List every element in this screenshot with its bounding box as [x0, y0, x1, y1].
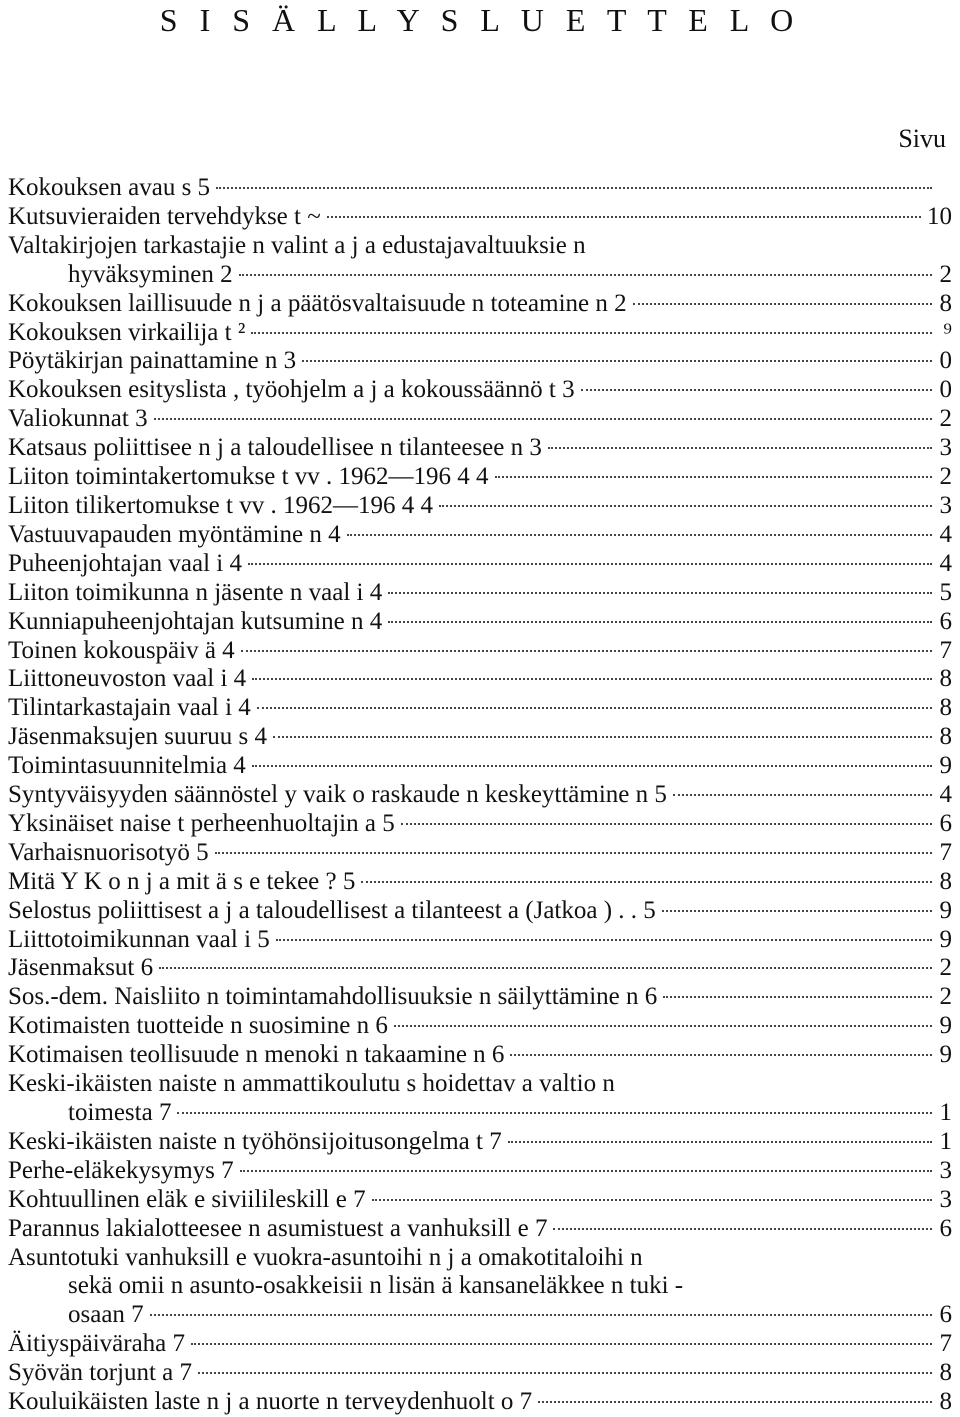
toc-entry	[8, 897, 952, 926]
toc-entry-title: toimesta 7	[68, 1099, 172, 1126]
toc-entry-title: Kotimaisen teollisuude n menoki n takaamine n 6	[8, 1041, 505, 1069]
toc-entry	[8, 637, 952, 666]
toc-entry-title: Tilintarkastajain vaal i 4	[8, 694, 251, 722]
toc-entry-page: 8	[939, 723, 952, 751]
toc-entry-page: 6	[939, 607, 952, 635]
toc-entry-title: osaan 7	[68, 1301, 144, 1329]
toc-entry-page: 3	[939, 1156, 952, 1184]
toc-entry-page: 8	[939, 694, 952, 722]
toc-entry-page: 0	[939, 376, 952, 404]
toc-entry-title: Keski-ikäisten naiste n ammattikoulutu s hoidettav a valtio n	[8, 1070, 615, 1098]
dot-leader	[495, 476, 932, 478]
toc-entry-title: Perhe-eläkekysymys 7	[8, 1156, 234, 1184]
toc-entry-page: 4	[939, 520, 952, 548]
toc-entry-title: Syövän torjunt a 7	[8, 1359, 193, 1387]
dot-leader	[216, 187, 932, 189]
toc-entry-page: 2	[939, 405, 952, 433]
toc-entry-title: Äitiyspäiväraha 7	[8, 1330, 186, 1358]
toc-entry-page: 2	[939, 463, 952, 491]
toc-entry-page: 2	[939, 260, 952, 288]
dot-leader	[252, 765, 932, 767]
toc-entry	[8, 463, 952, 492]
toc-entry-page: 7	[939, 838, 952, 866]
dot-leader	[302, 360, 932, 362]
toc-entry	[8, 723, 952, 752]
dot-leader	[633, 303, 932, 305]
toc-entry-title: Pöytäkirjan painattamine n 3	[8, 347, 297, 375]
dot-leader	[198, 1372, 932, 1374]
toc-entry-page: 5	[939, 578, 952, 606]
toc-entry	[8, 694, 952, 723]
toc-entry-page: 2	[939, 954, 952, 982]
toc-entry-page: 3	[939, 434, 952, 462]
dot-leader	[439, 505, 932, 507]
toc-entry	[8, 868, 952, 897]
dot-leader	[581, 389, 932, 391]
toc-entry-title: Kohtuullinen eläk e siviilileskill e 7	[8, 1185, 366, 1213]
dot-leader	[663, 996, 932, 998]
dot-leader	[191, 1343, 932, 1345]
toc-entry	[8, 665, 952, 694]
toc-entry-page: 9	[939, 752, 952, 780]
toc-entry-page: 3	[939, 491, 952, 519]
toc-entry-title: Varhaisnuorisotyö 5	[8, 838, 209, 866]
toc-entry	[8, 521, 952, 550]
toc-entry	[8, 174, 952, 203]
toc-entry-title: Kutsuvieraiden tervehdykse t ~	[8, 202, 321, 230]
toc-entry-page: 8	[939, 867, 952, 895]
dot-leader	[508, 1141, 932, 1143]
toc-entry	[8, 1244, 952, 1331]
toc-entry-title: Selostus poliittisest a j a taloudellisest a tilanteest a (Jatkoa ) . . 5	[8, 896, 656, 924]
toc-entry-page: 2	[939, 983, 952, 1011]
toc-entry	[8, 954, 952, 983]
toc-entry-title: Toinen kokouspäiv ä 4	[8, 636, 235, 664]
toc-entry	[8, 983, 952, 1012]
toc-entry-page: 4	[939, 781, 952, 809]
toc-entry	[8, 347, 952, 376]
dot-leader	[215, 852, 932, 854]
dot-leader	[361, 881, 932, 883]
toc-entry	[8, 926, 952, 955]
dot-leader	[252, 678, 932, 680]
toc-entry	[8, 376, 952, 405]
toc-entry-page: 10	[927, 202, 952, 230]
toc-entry	[8, 810, 952, 839]
toc-entry-page: 7	[939, 1330, 952, 1358]
toc-entry-title: Vastuuvapauden myöntämine n 4	[8, 520, 341, 548]
toc-entry	[8, 550, 952, 579]
dot-leader	[273, 736, 932, 738]
toc-entry-title: Kokouksen avau s 5	[8, 174, 211, 201]
dot-leader	[394, 1025, 932, 1027]
dot-leader	[276, 939, 932, 941]
toc-entry	[8, 434, 952, 463]
toc-entry-title: Liiton toimikunna n jäsente n vaal i 4	[8, 578, 383, 606]
toc-entry	[8, 781, 952, 810]
toc-entry	[8, 405, 952, 434]
dot-leader	[159, 967, 932, 969]
toc-entry	[8, 203, 952, 232]
dot-leader	[401, 823, 932, 825]
dot-leader	[673, 794, 932, 796]
table-of-contents	[8, 174, 952, 1417]
toc-entry-title: Kotimaisten tuotteide n suosimine n 6	[8, 1012, 388, 1040]
toc-entry-page: 1	[939, 1127, 952, 1155]
dot-leader	[347, 534, 932, 536]
toc-entry-title: Kokouksen laillisuude n j a päätösvaltaisuude n toteamine n 2	[8, 289, 627, 317]
toc-entry-page: 8	[939, 1359, 952, 1387]
toc-entry	[8, 752, 952, 781]
dot-leader	[154, 418, 932, 420]
toc-entry-title: Parannus lakialotteesee n asumistuest a vanhuksill e 7	[8, 1214, 548, 1242]
toc-entry	[8, 492, 952, 521]
dot-leader	[241, 650, 932, 652]
dot-leader	[372, 1199, 932, 1201]
toc-entry	[8, 1388, 952, 1417]
toc-entry-title: Liittoneuvoston vaal i 4	[8, 665, 247, 693]
dot-leader	[538, 1401, 932, 1403]
toc-entry-title: Syntyväisyyden säännöstel y vaik o raskaude n keskeyttämine n 5	[8, 781, 667, 809]
toc-entry-title: sekä omii n asunto-osakkeisii n lisän ä kansaneläkkee n tuki -	[68, 1272, 684, 1300]
toc-entry-page: 1	[939, 1099, 952, 1126]
toc-entry-title: Puheenjohtajan vaal i 4	[8, 549, 242, 577]
toc-entry-page: 6	[939, 809, 952, 837]
toc-entry-title: Mitä Y K o n j a mit ä s e tekee ? 5	[8, 867, 356, 895]
toc-entry-page: 0	[939, 347, 952, 375]
dot-leader	[388, 621, 932, 623]
toc-entry	[8, 608, 952, 637]
toc-entry-page: 9	[939, 925, 952, 953]
toc-entry-title: Sos.-dem. Naisliito n toimintamahdollisuuksie n säilyttämine n 6	[8, 983, 658, 1011]
toc-entry	[8, 290, 952, 319]
toc-entry	[8, 1359, 952, 1388]
toc-entry-title: Toimintasuunnitelmia 4	[8, 752, 246, 780]
toc-entry-title: Liiton tilikertomukse t vv . 1962—196 4 4	[8, 491, 433, 519]
dot-leader	[239, 274, 932, 276]
dot-leader	[150, 1314, 932, 1316]
toc-entry	[8, 1330, 952, 1359]
dot-leader	[548, 447, 932, 449]
toc-entry-title: Keski-ikäisten naiste n työhönsijoitusongelma t 7	[8, 1127, 502, 1155]
toc-entry	[8, 1157, 952, 1186]
toc-entry-title: Valtakirjojen tarkastajie n valint a j a edustajavaltuuksie n	[8, 231, 586, 259]
dot-leader	[240, 1170, 932, 1172]
dot-leader	[248, 563, 932, 565]
page-title: S I S Ä L L Y S L U E T T E L O	[159, 2, 801, 38]
toc-entry-title: Yksinäiset naise t perheenhuoltajin a 5	[8, 809, 395, 837]
toc-entry-title: Jäsenmaksujen suuruu s 4	[8, 723, 267, 751]
toc-entry-page: 9	[939, 1041, 952, 1069]
toc-entry	[8, 1186, 952, 1215]
dot-leader	[388, 592, 932, 594]
dot-leader	[510, 1054, 932, 1056]
toc-entry-page: 9	[939, 1012, 952, 1040]
toc-entry	[8, 1128, 952, 1157]
toc-entry-title: hyväksyminen 2	[68, 260, 233, 288]
toc-entry-title: Kunniapuheenjohtajan kutsumine n 4	[8, 607, 383, 635]
toc-entry-page: 6	[939, 1214, 952, 1242]
toc-entry-title: Kokouksen virkailija t ²	[8, 318, 246, 346]
toc-entry	[8, 232, 952, 290]
toc-entry-page: 9	[939, 896, 952, 924]
dot-leader	[177, 1112, 932, 1114]
toc-entry-page: 7	[939, 636, 952, 664]
toc-entry-title: Jäsenmaksut 6	[8, 954, 154, 982]
dot-leader	[662, 910, 932, 912]
dot-leader	[257, 707, 932, 709]
dot-leader	[251, 332, 932, 334]
toc-entry-title: Liiton toimintakertomukse t vv . 1962—196 4 4	[8, 463, 489, 491]
toc-entry-title: Valiokunnat 3	[8, 405, 148, 433]
toc-entry-page: 4	[939, 549, 952, 577]
toc-entry	[8, 1215, 952, 1244]
toc-entry	[8, 839, 952, 868]
toc-entry-page: 8	[939, 665, 952, 693]
toc-entry-title: Asuntotuki vanhuksill e vuokra-asuntoihi n j a omakotitaloihi n	[8, 1243, 643, 1271]
toc-entry-page: 3	[939, 1185, 952, 1213]
dot-leader	[327, 216, 921, 218]
toc-entry-title: Kokouksen esityslista , työohjelm a j a kokoussäännö t 3	[8, 376, 575, 404]
page-column-header: Sivu	[898, 124, 946, 153]
toc-entry	[8, 1070, 952, 1128]
toc-entry	[8, 579, 952, 608]
toc-entry-page: 6	[939, 1301, 952, 1329]
dot-leader	[553, 1228, 932, 1230]
toc-entry	[8, 1041, 952, 1070]
toc-entry-page: 8	[939, 289, 952, 317]
toc-entry-title: Katsaus poliittisee n j a taloudellisee n tilanteesee n 3	[8, 434, 542, 462]
toc-entry-title: Liittotoimikunnan vaal i 5	[8, 925, 270, 953]
toc-entry-page: 8	[939, 1388, 952, 1416]
toc-entry	[8, 319, 952, 348]
toc-entry-page: ⁹	[943, 318, 952, 346]
toc-entry-title: Kouluikäisten laste n j a nuorte n terveydenhuolt o 7	[8, 1388, 533, 1416]
toc-entry	[8, 1012, 952, 1041]
